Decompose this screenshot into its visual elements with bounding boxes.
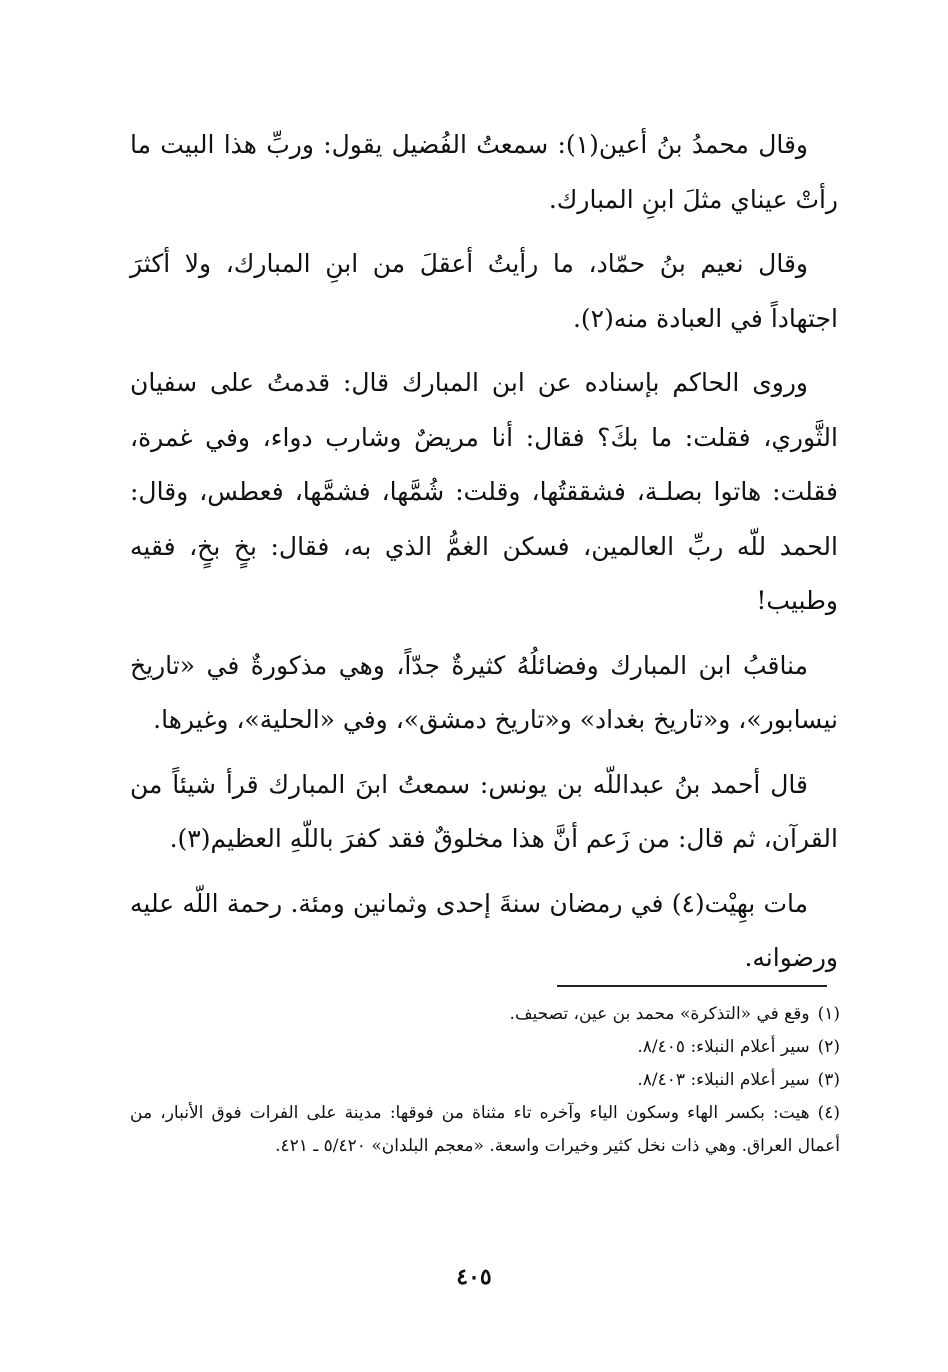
- footnote-number: (١): [817, 1004, 840, 1024]
- paragraph: وقال نعيم بنُ حمّاد، ما رأيتُ أعقلَ من ابنِ المبارك، ولا أكثرَ اجتهاداً في العبادة منه(٢).: [130, 249, 838, 333]
- footnote: [130, 1064, 840, 1097]
- paragraph: مات بهِيْت(٤) في رمضان سنةَ إحدى وثمانين ومئة. رحمة اللّه عليه ورضوانه.: [130, 888, 838, 972]
- main-text: [130, 118, 838, 996]
- footnote: [130, 1031, 840, 1064]
- footnotes: [130, 998, 840, 1163]
- footnote-text: وقع في «التذكرة» محمد بن عين، تصحيف.: [509, 1004, 810, 1024]
- page-number: ٤٠٥: [456, 1264, 492, 1290]
- paragraph: مناقبُ ابن المبارك وفضائلُهُ كثيرةٌ جدّاً، وهي مذكورةٌ في «تاريخ نيسابور»، و«تاريخ بغداد» و«تاريخ دمشق»، وفي «الحلية»، وغيرها.: [130, 650, 838, 734]
- footnote-text: سير أعلام النبلاء: ٨/٤٠٥.: [637, 1037, 810, 1057]
- footnote-text: هيت: بكسر الهاء وسكون الياء وآخره تاء مثناة من فوقها: مدينة على الفرات فوق الأنبار، من أعمال العراق. وهي ذات نخل كثير وخيرات واسعة. «معجم البلدان» ٥/٤٢٠ ـ ٤٢١.: [130, 1103, 840, 1156]
- footnote-number: (٤): [817, 1103, 840, 1123]
- footnote-text: سير أعلام النبلاء: ٨/٤٠٣.: [637, 1070, 810, 1090]
- footnote-number: (٣): [817, 1070, 840, 1090]
- paragraph: قال أحمد بنُ عبداللّه بن يونس: سمعتُ ابنَ المبارك قرأ شيئاً من القرآن، ثم قال: من زَعم أنَّ هذا مخلوقٌ فقد كفرَ باللّهِ العظيم(٣).: [130, 769, 838, 853]
- paragraph: وقال محمدُ بنُ أعين(١): سمعتُ الفُضيل يقول: وربِّ هذا البيت ما رأتْ عيناي مثلَ ابنِ المبارك.: [130, 130, 838, 214]
- footnote: [130, 998, 840, 1031]
- paragraph: وروى الحاكم بإسناده عن ابن المبارك قال: قدمتُ على سفيان الثَّوري، فقلت: ما بكَ؟ فقال: أنا مريضٌ وشارب دواء، وفي غمرة، فقلت: هاتوا بصلـة، فشققتُها، وقلت: شُمَّها، فشمَّها، فعطس، وقال: الحمد للّه ربِّ العالمين، فسكن الغمُّ الذي به، فقال: بخٍ بخٍ، فقيه وطبيب!: [130, 368, 838, 615]
- footnote: [130, 1097, 840, 1163]
- footnote-divider: [557, 985, 827, 987]
- footnote-number: (٢): [817, 1037, 840, 1057]
